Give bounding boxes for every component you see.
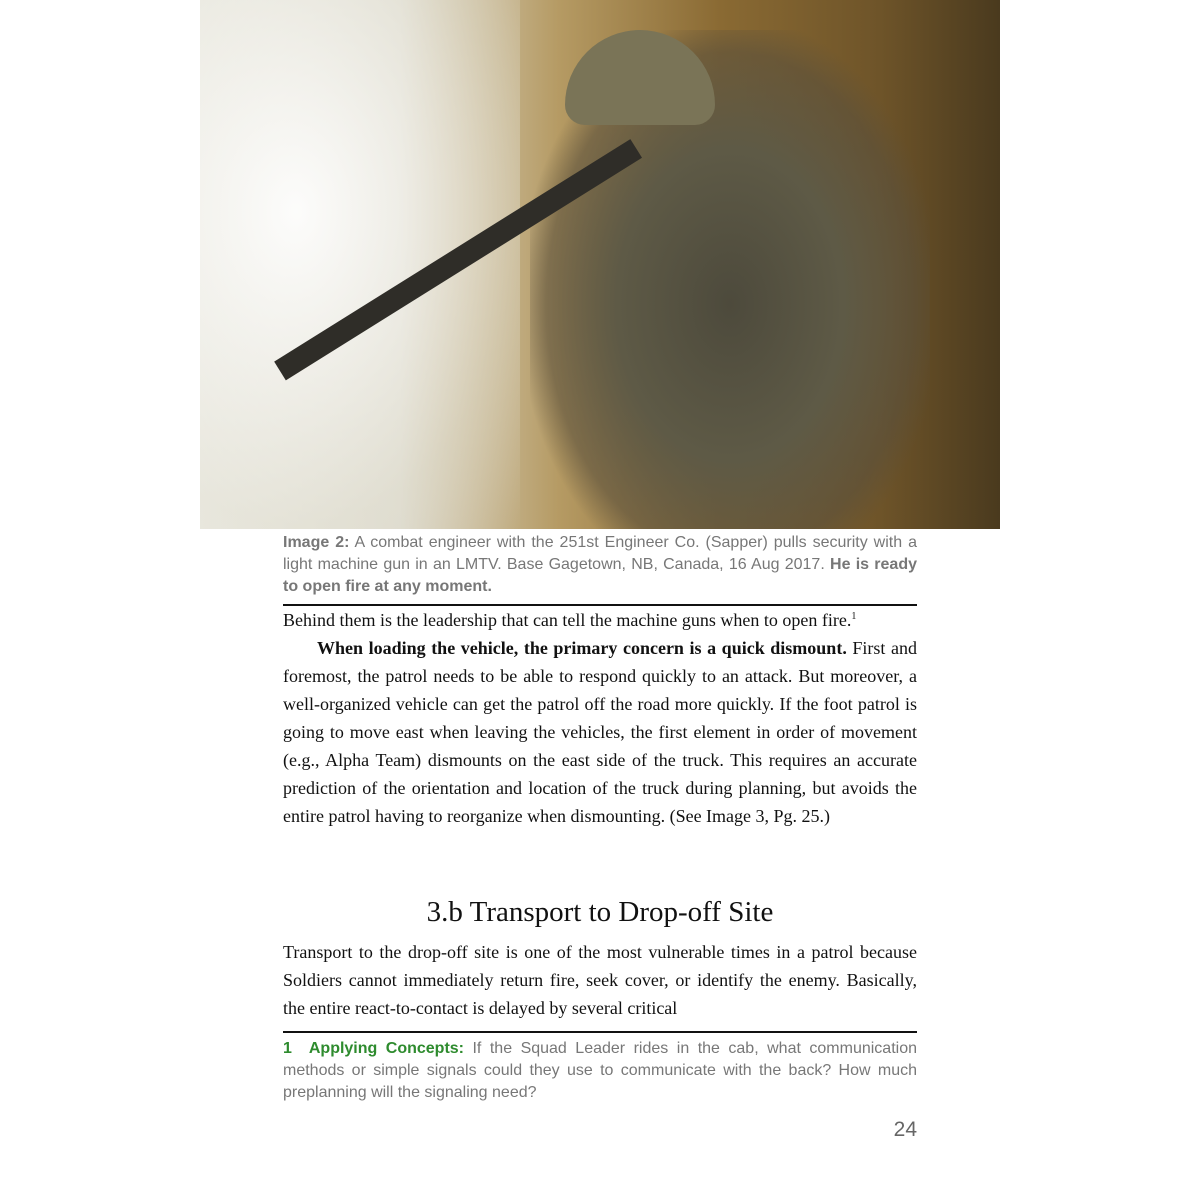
- paragraph: [283, 634, 917, 830]
- page-number: 24: [893, 1118, 917, 1141]
- figure-caption: [283, 532, 917, 598]
- footnote: [283, 1038, 917, 1104]
- caption-bold: He is ready to open fire at any moment.: [283, 556, 917, 595]
- paragraph-text: Behind them is the leadership that can tell the machine guns when to open fire.: [283, 610, 852, 630]
- section-text: [283, 938, 917, 1022]
- photo-haze: [200, 0, 520, 529]
- footnote-divider: [283, 1031, 917, 1033]
- soldier-photo: [200, 0, 1000, 529]
- footnote-ref[interactable]: 1: [851, 611, 857, 622]
- paragraph-text: First and foremost, the patrol needs to be able to respond quickly to an attack. But moreover, a well-organized vehicle can get the patrol off the road more quickly. If the foot patrol is going to move east when leaving the vehicles, the first element in order of movement (e.g., Alpha Team) dismounts on the east side of the truck. This requires an accurate prediction of the orientation and location of the truck during planning, but avoids the entire patrol having to reorganize when dismounting. (See Image 3, Pg. 25.): [283, 638, 918, 826]
- footnote-text: If the Squad Leader rides in the cab, what communication methods or simple signals could they use to communicate with the back? How much preplanning will the signaling need?: [283, 1040, 917, 1101]
- footnote-label: Applying Concepts:: [308, 1040, 464, 1057]
- paragraph: Transport to the drop-off site is one of the most vulnerable times in a patrol because Soldiers cannot immediately return fire, seek cover, or identify the enemy. Basically, the entire react-to-contact is delayed by several critical: [283, 942, 917, 1018]
- section-heading: 3.b Transport to Drop-off Site: [426, 896, 774, 928]
- body-text: [283, 603, 917, 830]
- paragraph: [283, 603, 917, 634]
- caption-label: Image 2:: [283, 534, 350, 551]
- paragraph-lead: When loading the vehicle, the primary concern is a quick dismount.: [317, 638, 847, 658]
- footnote-number: 1: [283, 1040, 292, 1057]
- caption-text: A combat engineer with the 251st Engineer Co. (Sapper) pulls security with a light machine gun in an LMTV. Base Gagetown, NB, Canada, 16 Aug 2017.: [283, 534, 917, 573]
